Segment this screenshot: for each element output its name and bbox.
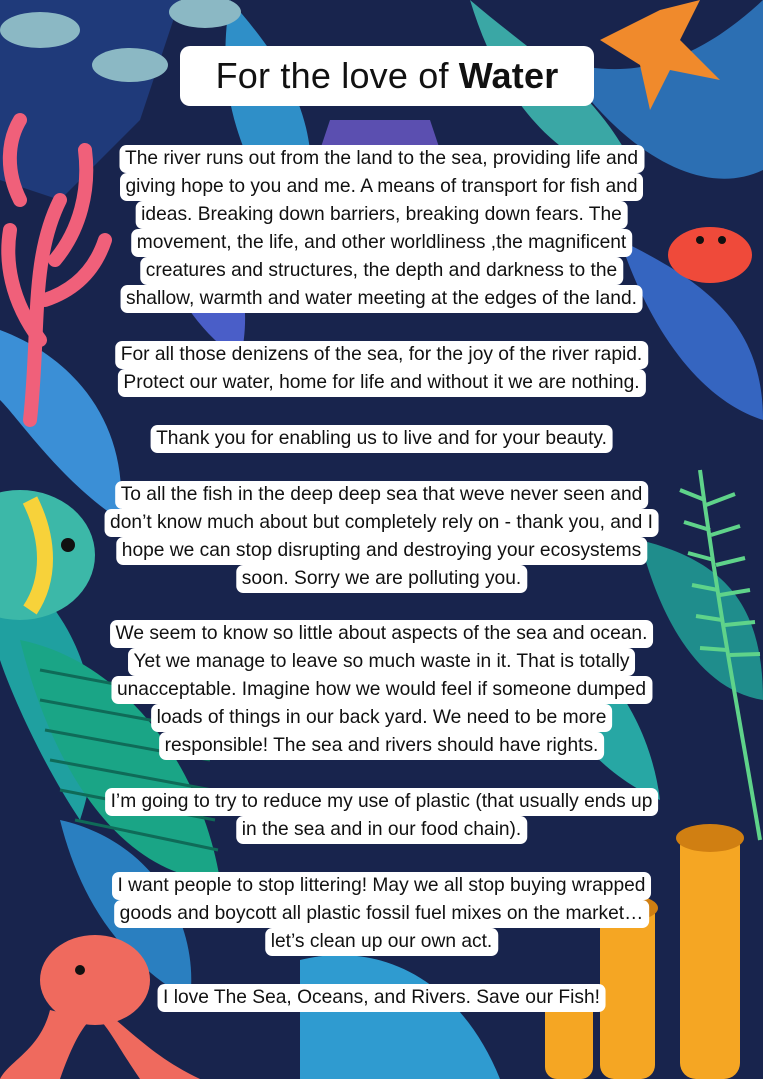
- text-line: let’s clean up our own act.: [265, 928, 499, 956]
- title-prefix: For the love of: [215, 55, 449, 96]
- text-line: unacceptable. Imagine how we would feel if someone dumped: [111, 676, 652, 704]
- red-crab: [668, 227, 752, 283]
- text-line: Thank you for enabling us to live and for your beauty.: [150, 425, 613, 453]
- page-title: [180, 46, 594, 106]
- text-line: For all those denizens of the sea, for the joy of the river rapid.: [115, 341, 649, 369]
- text-line: soon. Sorry we are polluting you.: [236, 565, 527, 593]
- text-line: responsible! The sea and rivers should have rights.: [159, 732, 605, 760]
- text-line: goods and boycott all plastic fossil fuel mixes on the market…: [114, 900, 650, 928]
- text-line: I want people to stop littering! May we all stop buying wrapped: [112, 872, 652, 900]
- text-line: ideas. Breaking down barriers, breaking down fears. The: [135, 201, 628, 229]
- text-line: The river runs out from the land to the sea, providing life and: [119, 145, 644, 173]
- text-line: shallow, warmth and water meeting at the edges of the land.: [120, 285, 643, 313]
- text-line: in the sea and in our food chain).: [236, 816, 527, 844]
- text-line: Yet we manage to leave so much waste in it. That is totally: [128, 648, 636, 676]
- text-line: giving hope to you and me. A means of transport for fish and: [120, 173, 644, 201]
- text-line: movement, the life, and other worldliness ,the magnificent: [131, 229, 633, 257]
- text-line: I love The Sea, Oceans, and Rivers. Save our Fish!: [157, 984, 606, 1012]
- title-emphasis: Water: [458, 55, 559, 96]
- text-line: loads of things in our back yard. We need to be more: [151, 704, 613, 732]
- text-line: We seem to know so little about aspects of the sea and ocean.: [110, 620, 654, 648]
- text-line: creatures and structures, the depth and darkness to the: [140, 257, 623, 285]
- text-line: Protect our water, home for life and without it we are nothing.: [117, 369, 645, 397]
- text-line: I’m going to try to reduce my use of plastic (that usually ends up: [105, 788, 659, 816]
- text-line: don’t know much about but completely rely on - thank you, and I: [104, 509, 659, 537]
- text-line: hope we can stop disrupting and destroying your ecosystems: [116, 537, 647, 565]
- text-line: To all the fish in the deep deep sea that weve never seen and: [115, 481, 649, 509]
